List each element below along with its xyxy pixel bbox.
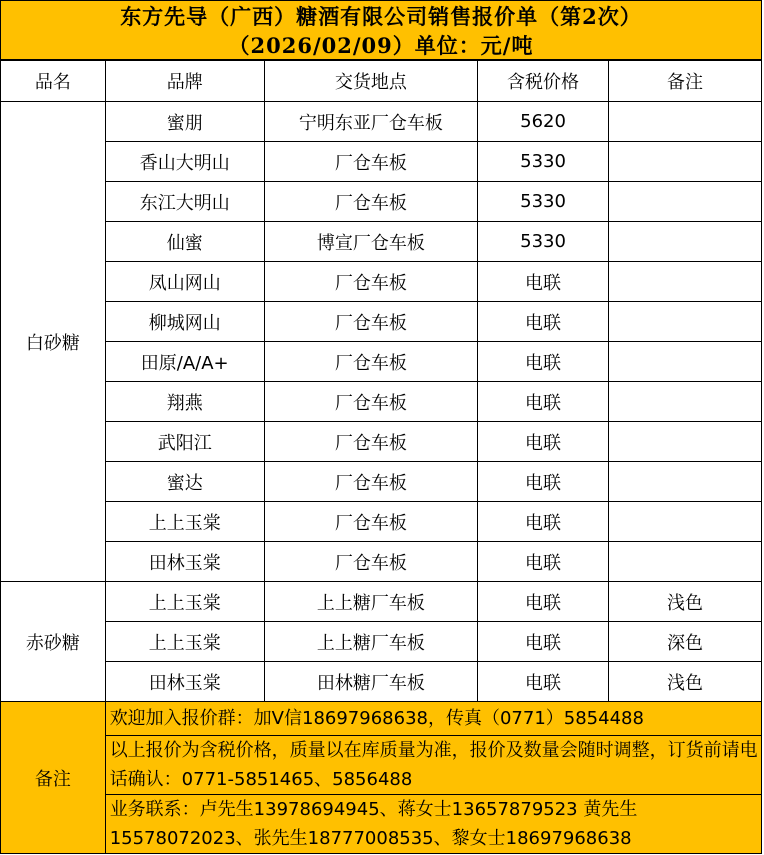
price-cell: 电联 (478, 542, 609, 582)
price-cell: 电联 (478, 462, 609, 502)
remarks-label: 备注 (1, 702, 106, 854)
brand-cell: 蜜朋 (105, 102, 264, 142)
note-cell (608, 302, 761, 342)
price-cell: 电联 (478, 502, 609, 542)
location-cell: 厂仓车板 (264, 542, 477, 582)
brand-cell: 上上玉棠 (105, 502, 264, 542)
table-row (1, 102, 762, 142)
brand-cell: 田原/A/A+ (105, 342, 264, 382)
table-row (1, 622, 762, 662)
price-cell: 电联 (478, 342, 609, 382)
price-cell: 电联 (478, 302, 609, 342)
location-cell: 厂仓车板 (264, 262, 477, 302)
table-row (1, 422, 762, 462)
remarks-line: 欢迎加入报价群：加V信18697968638，传真（0771）5854488 (105, 702, 761, 736)
brand-cell: 东江大明山 (105, 182, 264, 222)
price-cell: 电联 (478, 622, 609, 662)
price-cell: 5330 (478, 222, 609, 262)
brand-cell: 蜜达 (105, 462, 264, 502)
price-cell: 电联 (478, 382, 609, 422)
remarks-line: 业务联系：卢先生13978694945、蒋女士13657879523 黄先生15578072023、张先生18777008535、黎女士18697968638 (105, 795, 761, 854)
location-cell: 厂仓车板 (264, 462, 477, 502)
note-cell (608, 502, 761, 542)
price-cell: 5330 (478, 142, 609, 182)
location-cell: 厂仓车板 (264, 382, 477, 422)
price-cell: 电联 (478, 582, 609, 622)
note-cell (608, 142, 761, 182)
price-cell: 电联 (478, 262, 609, 302)
brand-cell: 武阳江 (105, 422, 264, 462)
table-row (1, 542, 762, 582)
table-row (1, 662, 762, 702)
header-price: 含税价格 (478, 61, 609, 102)
brand-cell: 田林玉棠 (105, 542, 264, 582)
note-cell (608, 382, 761, 422)
remarks-row (1, 736, 762, 795)
brand-cell: 仙蜜 (105, 222, 264, 262)
table-row (1, 582, 762, 622)
location-cell: 厂仓车板 (264, 142, 477, 182)
location-cell: 厂仓车板 (264, 342, 477, 382)
table-row (1, 182, 762, 222)
price-cell: 5330 (478, 182, 609, 222)
note-cell (608, 222, 761, 262)
note-cell (608, 182, 761, 222)
quote-title (0, 0, 762, 60)
header-category: 品名 (1, 61, 106, 102)
brand-cell: 上上玉棠 (105, 622, 264, 662)
location-cell: 厂仓车板 (264, 182, 477, 222)
location-cell: 宁明东亚厂仓车板 (264, 102, 477, 142)
note-cell (608, 262, 761, 302)
brand-cell: 香山大明山 (105, 142, 264, 182)
location-cell: 上上糖厂车板 (264, 622, 477, 662)
header-note: 备注 (608, 61, 761, 102)
table-row (1, 302, 762, 342)
price-cell: 5620 (478, 102, 609, 142)
remarks-line: 以上报价为含税价格，质量以在库质量为准，报价及数量会随时调整，订货前请电话确认：0771-5851465、5856488 (105, 736, 761, 795)
header-brand: 品牌 (105, 61, 264, 102)
location-cell: 田林糖厂车板 (264, 662, 477, 702)
table-body (1, 102, 762, 702)
location-cell: 上上糖厂车板 (264, 582, 477, 622)
note-cell (608, 422, 761, 462)
title-line-1: 东方先导（广西）糖酒有限公司销售报价单（第2次） (120, 4, 642, 29)
brand-cell: 田林玉棠 (105, 662, 264, 702)
brand-cell: 凤山网山 (105, 262, 264, 302)
location-cell: 厂仓车板 (264, 502, 477, 542)
brand-cell: 上上玉棠 (105, 582, 264, 622)
note-cell: 深色 (608, 622, 761, 662)
note-cell: 浅色 (608, 662, 761, 702)
location-cell: 厂仓车板 (264, 302, 477, 342)
remarks-row (1, 702, 762, 736)
price-table (0, 60, 762, 854)
remarks-row (1, 795, 762, 854)
category-cell: 白砂糖 (1, 102, 106, 582)
price-cell: 电联 (478, 422, 609, 462)
note-cell (608, 542, 761, 582)
table-row (1, 342, 762, 382)
brand-cell: 柳城网山 (105, 302, 264, 342)
header-location: 交货地点 (264, 61, 477, 102)
note-cell (608, 102, 761, 142)
location-cell: 厂仓车板 (264, 422, 477, 462)
location-cell: 博宣厂仓车板 (264, 222, 477, 262)
category-cell: 赤砂糖 (1, 582, 106, 702)
table-row (1, 502, 762, 542)
table-row (1, 222, 762, 262)
note-cell (608, 342, 761, 382)
table-row (1, 262, 762, 302)
table-row (1, 462, 762, 502)
note-cell (608, 462, 761, 502)
title-line-2: （2026/02/09）单位：元/吨 (228, 33, 534, 58)
table-row (1, 142, 762, 182)
header-row (1, 61, 762, 102)
brand-cell: 翔燕 (105, 382, 264, 422)
table-row (1, 382, 762, 422)
price-cell: 电联 (478, 662, 609, 702)
note-cell: 浅色 (608, 582, 761, 622)
remarks-section (1, 702, 762, 854)
